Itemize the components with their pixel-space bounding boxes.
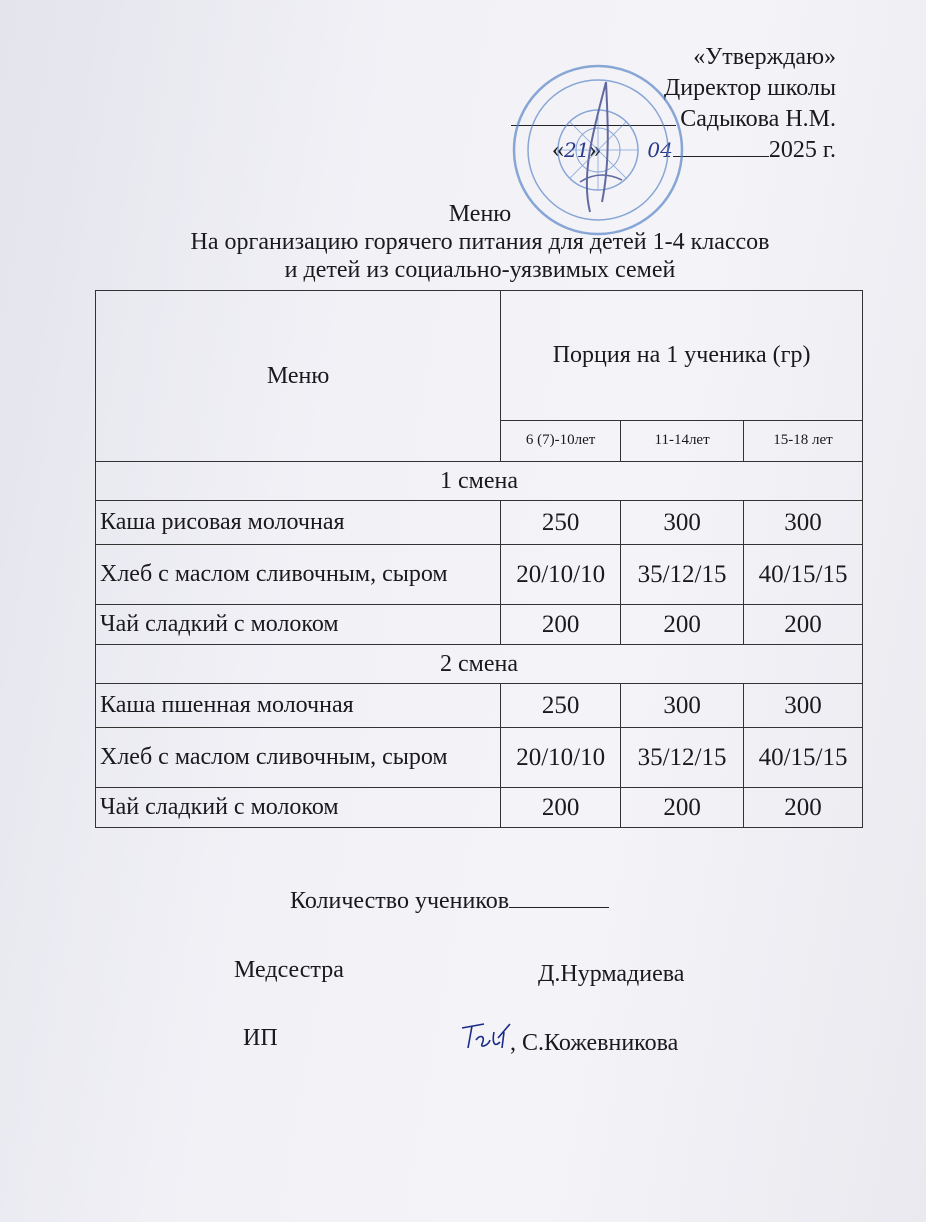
student-count-label: Количество учеников: [290, 888, 510, 914]
portion-value: 200: [621, 605, 744, 645]
title-subtitle-cont: и детей из социально-уязвимых семей: [284, 257, 676, 283]
date-blank-line: [673, 156, 769, 157]
student-count-line: [290, 888, 609, 915]
portion-value: 200: [744, 788, 863, 828]
date-quote-close: »: [589, 137, 602, 163]
portion-value: 250: [501, 501, 621, 545]
portion-value: 35/12/15: [621, 728, 744, 788]
date-day: 21: [563, 138, 590, 162]
portion-value: 300: [621, 684, 744, 728]
menu-table: [95, 290, 863, 828]
portion-value: 20/10/10: [501, 728, 621, 788]
dish-name: Чай сладкий с молоком: [96, 788, 501, 828]
nurse-label: Медсестра: [234, 957, 344, 983]
dish-name: Каша рисовая молочная: [96, 501, 501, 545]
student-count-blank: [509, 907, 609, 908]
dish-name: Чай сладкий с молоком: [96, 605, 501, 645]
portion-value: 200: [621, 788, 744, 828]
shift-header: 2 смена: [96, 645, 863, 684]
portion-value: 250: [501, 684, 621, 728]
portion-value: 200: [501, 788, 621, 828]
director-name: Садыкова Н.М.: [680, 106, 836, 132]
portion-value: 300: [744, 501, 863, 545]
portion-value: 40/15/15: [744, 545, 863, 605]
dish-name: Хлеб с маслом сливочным, сыром: [96, 545, 501, 605]
dish-name: Каша пшенная молочная: [96, 684, 501, 728]
date-year: 2025 г.: [768, 137, 836, 163]
portion-value: 40/15/15: [744, 728, 863, 788]
table-row: [96, 605, 863, 645]
shift-header: 1 смена: [96, 462, 863, 501]
table-row: [96, 545, 863, 605]
header-portion: Порция на 1 ученика (гр): [501, 291, 863, 421]
header-menu: Меню: [96, 291, 501, 462]
portion-value: 200: [501, 605, 621, 645]
table-row: [96, 788, 863, 828]
approval-position: Директор школы: [663, 75, 836, 101]
title-subtitle: На организацию горячего питания для детей 1-4 классов: [190, 229, 770, 255]
document-title: [100, 200, 860, 284]
portion-value: 20/10/10: [501, 545, 621, 605]
portion-value: 300: [744, 684, 863, 728]
nurse-name: Д.Нурмадиева: [538, 961, 685, 987]
portion-value: 300: [621, 501, 744, 545]
table-row: [96, 501, 863, 545]
ip-signature: [458, 1018, 516, 1054]
portion-value: 200: [744, 605, 863, 645]
date-month: 04: [647, 138, 673, 162]
ip-name: , С.Кожевникова: [510, 1030, 679, 1056]
table-row: [96, 684, 863, 728]
date-quote-open: «: [551, 137, 564, 163]
header-age-group: 11-14лет: [621, 420, 744, 461]
table-row: [96, 728, 863, 788]
approval-heading: «Утверждаю»: [693, 44, 836, 70]
header-age-group: 6 (7)-10лет: [501, 420, 621, 461]
title-menu: Меню: [448, 201, 512, 227]
dish-name: Хлеб с маслом сливочным, сыром: [96, 728, 501, 788]
portion-value: 35/12/15: [621, 545, 744, 605]
header-age-group: 15-18 лет: [744, 420, 863, 461]
ip-label: ИП: [243, 1025, 278, 1051]
